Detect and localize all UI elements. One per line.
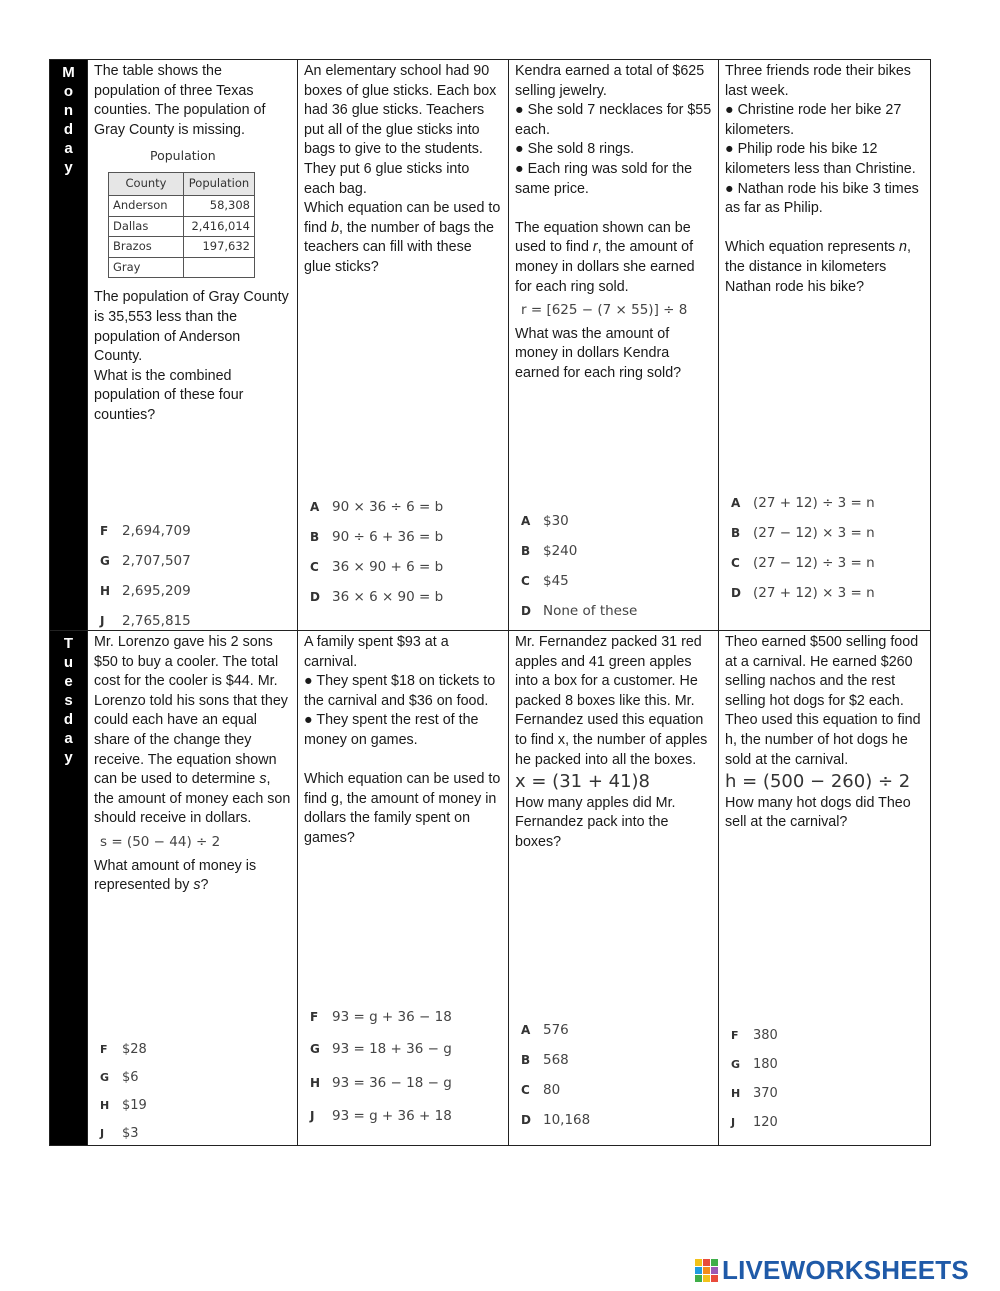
answer-choice[interactable] xyxy=(100,1091,147,1119)
answer-choice[interactable] xyxy=(521,1105,590,1135)
answer-choice[interactable] xyxy=(731,1079,778,1108)
choice-letter: D xyxy=(521,604,531,618)
answer-choice[interactable] xyxy=(100,516,191,546)
day-letter: o xyxy=(63,83,74,100)
question-text: Theo earned $500 selling food at a carnival. He earned $260 selling nachos and the rest selling hot dogs for $2 each. Theo used this equation to find h, the number of hot dogs he sold at the carnival. xyxy=(725,634,921,768)
answer-choice[interactable] xyxy=(100,1063,147,1091)
equation: x = (31 + 41)8 xyxy=(515,771,651,793)
choice-letter: G xyxy=(100,1070,110,1084)
table-cell: Anderson xyxy=(109,195,184,216)
day-letter: d xyxy=(63,121,74,138)
choice-text: 120 xyxy=(753,1115,778,1130)
answer-choice[interactable] xyxy=(731,548,875,578)
choice-letter: H xyxy=(731,1087,741,1100)
tuesday-question-3 xyxy=(509,631,719,1146)
choice-text: 2,765,815 xyxy=(122,613,191,629)
monday-row xyxy=(50,60,931,631)
choice-letter: J xyxy=(731,1116,736,1129)
bullet-item: ● Philip rode his bike 12 kilometers less than Christine. xyxy=(725,141,916,177)
choice-text: 93 = 18 + 36 − g xyxy=(332,1041,452,1057)
table-cell: 2,416,014 xyxy=(184,216,255,237)
question-prompt: How many apples did Mr. Fernandez pack into the boxes? xyxy=(515,794,676,850)
choice-text: $28 xyxy=(122,1041,147,1057)
answer-choice[interactable] xyxy=(521,1015,590,1045)
question-text: Mr. Fernandez packed 31 red apples and 41 green apples into a box for a customer. He packed 8 boxes like this. Mr. Fernandez used this equation to find x, the number of apples he packed into all the boxes. xyxy=(515,634,708,768)
day-letter: d xyxy=(63,711,74,728)
choice-letter: H xyxy=(100,1098,110,1112)
choice-text: 90 ÷ 6 + 36 = b xyxy=(332,529,444,545)
answer-choice[interactable] xyxy=(310,1002,452,1032)
choice-letter: C xyxy=(521,574,530,588)
choice-text: $30 xyxy=(543,513,569,529)
choice-text: 36 × 90 + 6 = b xyxy=(332,559,444,575)
bullet-item: ● They spent the rest of the money on games. xyxy=(304,712,479,748)
choice-letter: D xyxy=(731,586,741,600)
answer-choice[interactable] xyxy=(310,522,443,552)
choice-text: $3 xyxy=(122,1125,139,1141)
choice-text: 2,694,709 xyxy=(122,523,191,539)
choice-text: $19 xyxy=(122,1097,147,1113)
choice-letter: D xyxy=(310,590,320,604)
choice-text: 90 × 36 ÷ 6 = b xyxy=(332,499,444,515)
choice-text: $6 xyxy=(122,1069,139,1085)
answer-choice[interactable] xyxy=(731,578,875,608)
answer-choice[interactable] xyxy=(310,582,443,612)
choice-letter: B xyxy=(521,544,531,558)
choice-text: 576 xyxy=(543,1022,569,1038)
monday-question-4 xyxy=(719,60,931,631)
choice-letter: A xyxy=(521,1023,531,1037)
choice-letter: J xyxy=(310,1108,315,1123)
tuesday-question-2 xyxy=(298,631,509,1146)
answer-choice[interactable] xyxy=(521,1045,590,1075)
day-letter: e xyxy=(64,673,73,690)
choice-letter: A xyxy=(731,496,741,510)
choice-text: 2,695,209 xyxy=(122,583,191,599)
bullet-item: ● Nathan rode his bike 3 times as far as Philip. xyxy=(725,180,919,217)
choice-letter: B xyxy=(521,1053,531,1067)
day-letter: T xyxy=(63,635,74,652)
choice-letter: B xyxy=(310,530,320,544)
question-text: Kendra earned a total of $625 selling jewelry. xyxy=(515,63,705,99)
table-cell: Gray xyxy=(109,257,184,278)
answer-choice[interactable] xyxy=(521,596,637,626)
answer-choice[interactable] xyxy=(310,492,443,522)
liveworksheets-logo-icon xyxy=(695,1259,718,1282)
answer-choice[interactable] xyxy=(731,518,875,548)
table-cell: Brazos xyxy=(109,237,184,258)
table-header: Population xyxy=(184,172,255,195)
table-cell xyxy=(184,257,255,278)
choice-letter: F xyxy=(310,1010,319,1024)
day-letter: y xyxy=(64,749,73,766)
choice-letter: A xyxy=(310,500,320,514)
choice-letter: G xyxy=(310,1042,320,1056)
answer-choice[interactable] xyxy=(521,506,637,536)
choice-text: 93 = g + 36 + 18 xyxy=(332,1107,452,1124)
monday-question-1 xyxy=(88,60,298,631)
table-cell: 58,308 xyxy=(184,195,255,216)
question-prompt: What amount of money is represented by s? xyxy=(94,857,257,894)
answer-choices xyxy=(100,516,191,636)
table-row xyxy=(109,216,255,237)
choice-text: 380 xyxy=(753,1028,778,1043)
choice-text: 93 = 36 − 18 − g xyxy=(332,1074,452,1091)
question-text: Mr. Lorenzo gave his 2 sons $50 to buy a cooler. The total cost for the cooler is $44. Mr. Lorenzo told his sons that they could each have an equal share of the change they receive. The equation shown can be used to determine s, the amount of money each son should receive in dollars. xyxy=(94,634,291,827)
choice-text: $45 xyxy=(543,573,569,589)
choice-text: (27 + 12) × 3 = n xyxy=(753,585,875,601)
tuesday-question-1 xyxy=(88,631,298,1146)
choice-text: 93 = g + 36 − 18 xyxy=(332,1009,452,1025)
monday-question-3 xyxy=(509,60,719,631)
question-text: An elementary school had 90 boxes of glue sticks. Each box had 36 glue sticks. Teachers put all of the glue sticks into bags to give to the students. They put 6 glue sticks into each bag. xyxy=(304,63,497,197)
bullet-item: ● She sold 7 necklaces for $55 each. xyxy=(515,102,712,138)
choice-text: 370 xyxy=(753,1086,778,1101)
choice-text: (27 − 12) ÷ 3 = n xyxy=(753,555,875,571)
question-prompt: How many hot dogs did Theo sell at the carnival? xyxy=(725,794,911,831)
answer-choice[interactable] xyxy=(731,1108,778,1137)
answer-choice[interactable] xyxy=(310,552,443,582)
choice-letter: C xyxy=(310,560,319,574)
monday-label xyxy=(50,60,88,631)
bullet-item: ● Each ring was sold for the same price. xyxy=(515,160,693,197)
choice-letter: A xyxy=(521,514,531,528)
day-letter: u xyxy=(63,654,74,671)
population-table xyxy=(108,172,255,278)
choice-letter: F xyxy=(100,524,109,538)
question-prompt: What is the combined population of these four counties? xyxy=(94,367,244,423)
choice-letter: H xyxy=(310,1075,321,1090)
choice-letter: H xyxy=(100,584,111,598)
question-text: Three friends rode their bikes last week. xyxy=(725,63,911,99)
question-text: A family spent $93 at a carnival. xyxy=(304,634,449,670)
day-letter: M xyxy=(62,64,75,81)
answer-choices xyxy=(521,506,637,626)
answer-choice[interactable] xyxy=(100,576,191,606)
choice-letter: C xyxy=(731,556,740,570)
choice-letter: C xyxy=(521,1083,530,1097)
question-text: The population of Gray County is 35,553 less than the population of Anderson County. xyxy=(94,289,289,365)
choice-text: 80 xyxy=(543,1082,561,1098)
monday-question-2 xyxy=(298,60,509,631)
day-letter: a xyxy=(64,140,73,157)
bullet-item: ● She sold 8 rings. xyxy=(515,141,635,158)
choice-letter: J xyxy=(100,614,105,628)
day-letter: a xyxy=(64,730,73,747)
bullet-item: ● Christine rode her bike 27 kilometers. xyxy=(725,102,902,138)
question-prompt: What was the amount of money in dollars Kendra earned for each ring sold? xyxy=(515,325,682,381)
choice-letter: F xyxy=(100,1042,108,1056)
brand-name: LIVEWORKSHEETS xyxy=(722,1255,969,1285)
answer-choice[interactable] xyxy=(100,1119,147,1147)
answer-choices xyxy=(310,1002,452,1132)
answer-choice[interactable] xyxy=(310,1032,452,1066)
equation: h = (500 − 260) ÷ 2 xyxy=(725,771,911,793)
table-title: Population xyxy=(150,148,216,164)
table-row xyxy=(109,257,255,278)
worksheet-grid xyxy=(49,59,931,1146)
tuesday-row xyxy=(50,631,931,1146)
equation: r = [625 − (7 × 55)] ÷ 8 xyxy=(521,302,688,319)
answer-choice[interactable] xyxy=(731,488,875,518)
choice-text: 10,168 xyxy=(543,1112,591,1128)
answer-choice[interactable] xyxy=(310,1099,452,1132)
answer-choice[interactable] xyxy=(521,536,637,566)
table-cell: 197,632 xyxy=(184,237,255,258)
question-text: The equation shown can be used to find r, the amount of money in dollars she earned for each ring sold. xyxy=(515,219,695,295)
bullet-item: ● They spent $18 on tickets to the carnival and $36 on food. xyxy=(304,673,496,709)
answer-choice[interactable] xyxy=(731,1021,778,1050)
choice-letter: G xyxy=(731,1058,741,1071)
choice-text: 36 × 6 × 90 = b xyxy=(332,589,444,605)
answer-choices xyxy=(731,1021,778,1137)
answer-choice[interactable] xyxy=(731,1050,778,1079)
answer-choice[interactable] xyxy=(100,546,191,576)
choice-text: 180 xyxy=(753,1057,778,1072)
day-letter: s xyxy=(64,692,73,709)
question-prompt: Which equation represents n, the distance in kilometers Nathan rode his bike? xyxy=(725,239,911,295)
choice-letter: J xyxy=(100,1126,105,1140)
answer-choice[interactable] xyxy=(521,566,637,596)
answer-choice[interactable] xyxy=(310,1066,452,1099)
choice-text: 568 xyxy=(543,1052,569,1068)
choice-text: None of these xyxy=(543,603,638,619)
choice-letter: D xyxy=(521,1113,531,1127)
choice-text: $240 xyxy=(543,543,578,559)
table-header: County xyxy=(109,172,184,195)
answer-choices xyxy=(100,1035,147,1147)
choice-text: (27 + 12) ÷ 3 = n xyxy=(753,495,875,511)
choice-letter: B xyxy=(731,526,741,540)
answer-choice[interactable] xyxy=(100,1035,147,1063)
table-row xyxy=(109,195,255,216)
table-row xyxy=(109,237,255,258)
tuesday-question-4 xyxy=(719,631,931,1146)
equation: s = (50 − 44) ÷ 2 xyxy=(100,833,221,850)
answer-choices xyxy=(731,488,875,608)
question-prompt: Which equation can be used to find g, the amount of money in dollars the family spent on games? xyxy=(304,771,501,846)
answer-choices xyxy=(310,492,443,612)
choice-letter: F xyxy=(731,1029,739,1042)
liveworksheets-brand xyxy=(695,1255,969,1286)
answer-choice[interactable] xyxy=(521,1075,590,1105)
choice-text: 2,707,507 xyxy=(122,553,191,569)
day-letter: y xyxy=(64,159,73,176)
choice-letter: G xyxy=(100,554,110,568)
question-prompt: Which equation can be used to find b, the number of bags the teachers can fill with these glue sticks? xyxy=(304,200,501,275)
question-text: The table shows the population of three Texas counties. The population of Gray County is missing. xyxy=(94,63,266,138)
table-cell: Dallas xyxy=(109,216,184,237)
answer-choices xyxy=(521,1015,590,1135)
choice-text: (27 − 12) × 3 = n xyxy=(753,525,875,541)
day-letter: n xyxy=(63,102,74,119)
tuesday-label xyxy=(50,631,88,1146)
